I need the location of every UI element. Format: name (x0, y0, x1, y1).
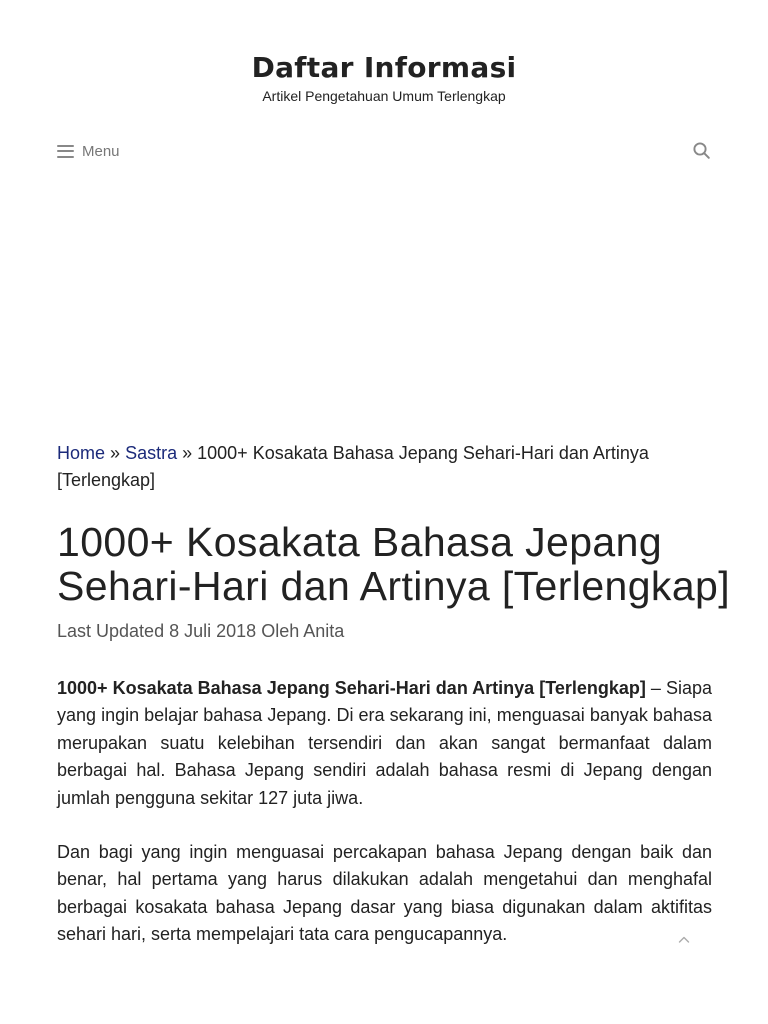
site-title[interactable]: Daftar Informasi (251, 51, 517, 84)
search-icon (692, 141, 712, 161)
article-meta (57, 620, 712, 642)
site-header (0, 50, 768, 105)
search-button[interactable] (692, 141, 712, 161)
updated-label: Last Updated (57, 621, 165, 641)
breadcrumb-separator: » (182, 443, 193, 463)
author-prefix: Oleh (261, 621, 300, 641)
lead-bold-text: 1000+ Kosakata Bahasa Jepang Sehari-Hari dan Artinya [Terlengkap] (57, 678, 646, 698)
paragraph-text: – Siapa yang ingin belajar bahasa Jepang. Di era sekarang ini, menguasai banyak bahasa merupakan suatu kelebihan tersendiri dan akan sangat bermanfaat dalam berbagai hal. Bahasa Jepang sendiri adalah bahasa resmi di Jepang dengan jumlah pengguna sekitar 127 juta jiwa. (57, 678, 712, 808)
scroll-to-top-button[interactable] (676, 932, 692, 948)
menu-toggle-button[interactable] (57, 140, 120, 162)
breadcrumb-link-home[interactable]: Home (57, 443, 106, 463)
author-name[interactable]: Anita (303, 621, 345, 641)
breadcrumb-current: 1000+ Kosakata Bahasa Jepang Sehari-Hari dan Artinya [Terlengkap] (57, 443, 649, 490)
hamburger-icon (57, 145, 74, 158)
chevron-up-icon (676, 932, 692, 948)
paragraph-text: Dan bagi yang ingin menguasai percakapan bahasa Jepang dengan baik dan benar, hal pertama yang harus dilakukan adalah mengetahui dan menghafal berbagai kosakata bahasa Jepang dasar yang biasa digunakan dalam aktifitas sehari hari, serta mempelajari tata cara pengucapannya. (57, 842, 712, 945)
advertisement-space (0, 175, 768, 425)
breadcrumb-link-sastra[interactable]: Sastra (125, 443, 178, 463)
site-tagline: Artikel Pengetahuan Umum Terlengkap (262, 88, 506, 104)
article-paragraph (57, 675, 712, 812)
breadcrumb-separator: » (110, 443, 121, 463)
article-body (57, 675, 712, 976)
article-title: 1000+ Kosakata Bahasa Jepang Sehari-Hari dan Artinya [Terlengkap] (57, 519, 731, 609)
breadcrumb (57, 440, 712, 494)
post-date[interactable]: 8 Juli 2018 (169, 621, 257, 641)
menu-label: Menu (82, 142, 120, 160)
article-paragraph (57, 839, 712, 949)
main-navigation (57, 140, 712, 164)
